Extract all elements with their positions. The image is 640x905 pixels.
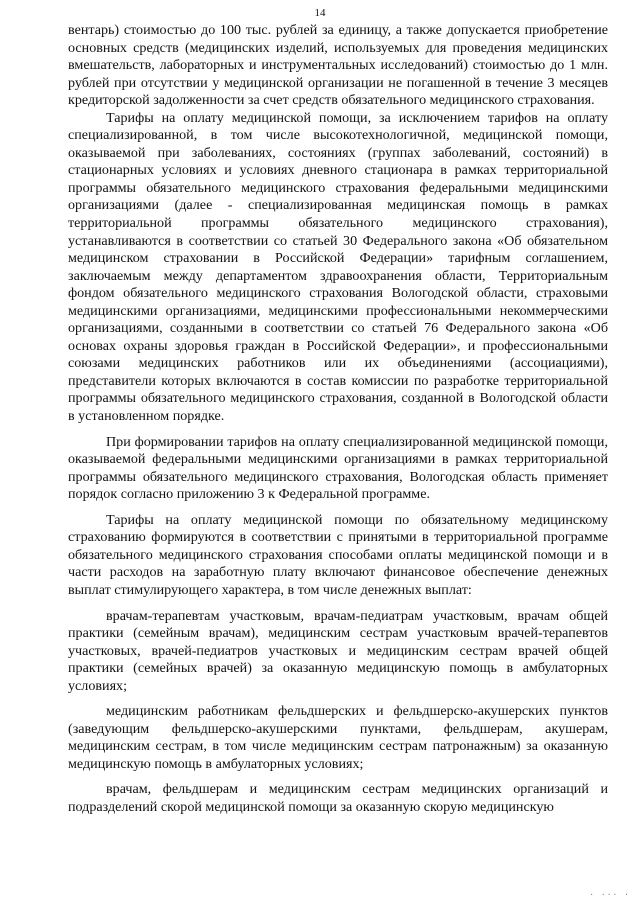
scan-artifact: · ··· · (589, 890, 630, 899)
list-item-feldsher-points: медицинским работникам фельдшерских и фельдшерско-акушерских пунктов (заведующим фельдшерско-акушерскими пунктами, фельдшерам, акушерам, медицинским сестрам, в том числе медицинским сестрам патронажным) за оказанную медицинскую помощь в амбулаторных условиях; (68, 703, 608, 772)
document-body (68, 22, 608, 817)
list-item-district-doctors: врачам-терапевтам участковым, врачам-педиатрам участковым, врачам общей практики (семейным врачам), медицинским сестрам участковым врачей-терапевтов участковых, врачей-педиатров участковых и медицинским сестрам врачей общей практики (семейных врачей) за оказанную медицинскую помощь в амбулаторных условиях; (68, 607, 608, 694)
list-item-ambulance: врачам, фельдшерам и медицинским сестрам медицинских организаций и подразделений скорой медицинской помощи за оказанную скорую медицинскую (68, 781, 608, 815)
paragraph-tariffs: Тарифы на оплату медицинской помощи, за исключением тарифов на оплату специализированной, в том числе высокотехнологичной, медицинской помощи, оказываемой при заболеваниях, состояниях (группах заболеваний, состояний) в стационарных условиях и условиях дневного стационара в рамках территориальной программы обязательного медицинского страхования федеральными медицинскими организациями (далее - специализированная медицинская помощь в рамках территориальной программы обязательного медицинского страхования), устанавливаются в соответствии со статьей 30 Федерального закона «Об обязательном медицинском страховании в Российской Федерации» тарифным соглашением, заключаемым между департаментом здравоохранения области, Территориальным фондом обязательного медицинского страхования Вологодской области, страховыми медицинскими организациями, медицинскими профессиональными некоммерческими организациями, созданными в соответствии со статьей 76 Федерального закона «Об основах охраны здоровья граждан в Российской Федерации», и профессиональными союзами медицинских работников или их объединениями (ассоциациями), представители которых включаются в состав комиссии по разработке территориальной программы обязательного медицинского страхования, созданной в Вологодской области в установленном порядке. (68, 109, 608, 425)
paragraph-compulsory-insurance: Тарифы на оплату медицинской помощи по обязательному медицинскому страхованию формируются в соответствии с принятыми в территориальной программе обязательного медицинского страхования способами оплаты медицинской помощи и в части расходов на заработную плату включают финансовое обеспечение денежных выплат стимулирующего характера, в том числе денежных выплат: (68, 511, 608, 598)
paragraph-federal-tariffs: При формировании тарифов на оплату специализированной медицинской помощи, оказываемой федеральными медицинскими организациями в рамках территориальной программы обязательного медицинского страхования, Вологодская область применяет порядок согласно приложению 3 к Федеральной программе. (68, 433, 608, 503)
paragraph-continuation: вентарь) стоимостью до 100 тыс. рублей за единицу, а также допускается приобретение основных средств (медицинских изделий, используемых для проведения медицинских вмешательств, лабораторных и инструментальных исследований) стоимостью до 1 млн. рублей при отсутствии у медицинской организации не погашенной в течение 3 месяцев кредиторской задолженности за счет средств обязательного медицинского страхования. (68, 22, 608, 109)
page-number: 14 (314, 7, 326, 19)
